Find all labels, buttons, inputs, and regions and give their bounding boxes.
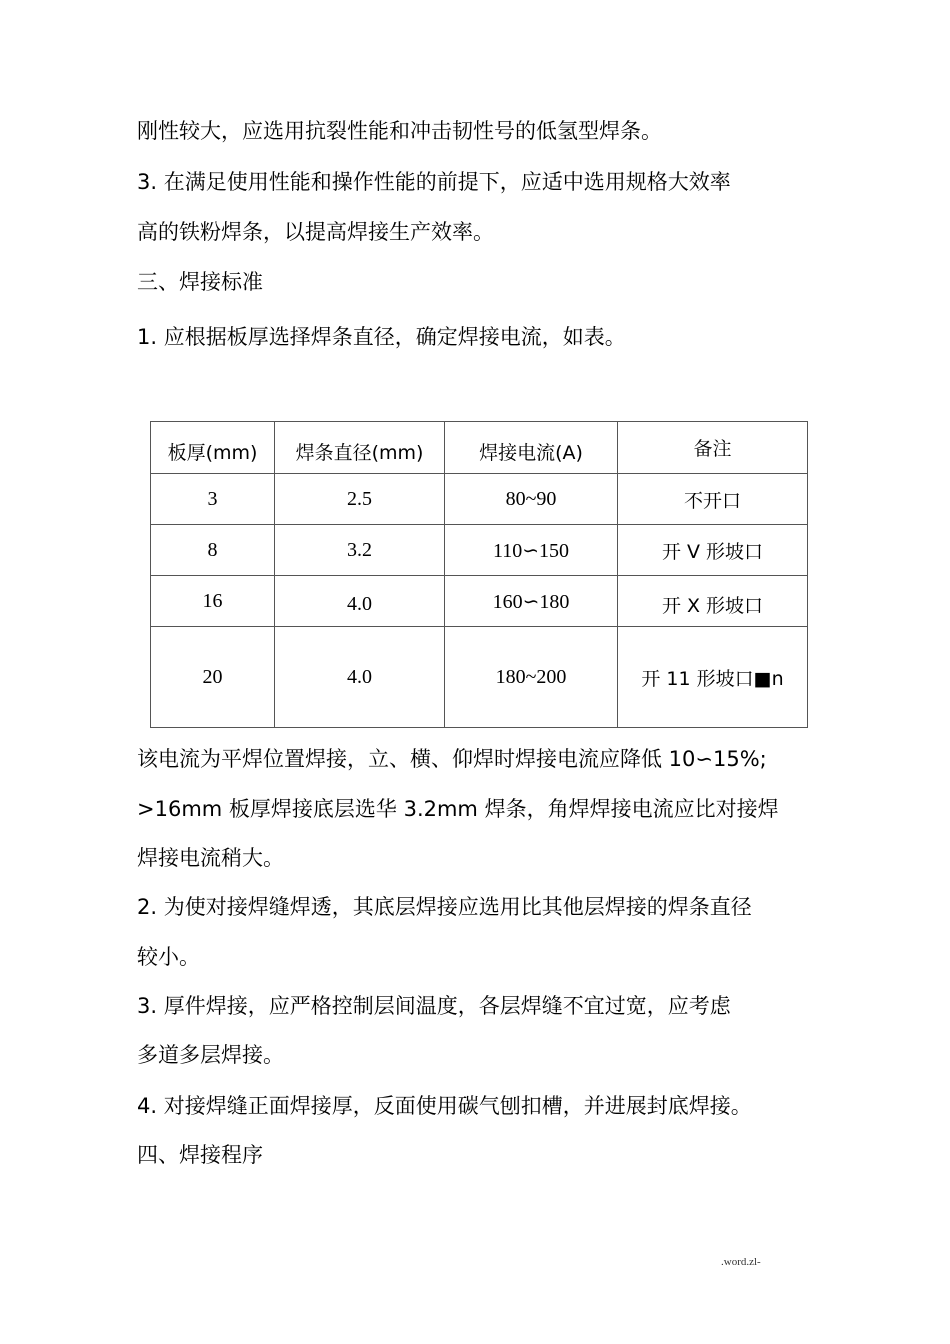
note-line-4: 2. 为使对接焊缝焊透，其底层焊接应选用比其他层焊接的焊条直径 [137, 895, 752, 919]
cell-current: 160∽180 [445, 576, 618, 627]
cell-remark: 开 V 形坡口 [618, 525, 808, 576]
header-plate-thickness: 板厚(mm) [151, 422, 275, 474]
cell-diameter: 4.0 [275, 627, 445, 728]
cell-diameter: 4.0 [275, 576, 445, 627]
note-line-1: 该电流为平焊位置焊接，立、横、仰焊时焊接电流应降低 10∽15%; [137, 747, 767, 771]
header-welding-current: 焊接电流(A) [445, 422, 618, 474]
header-electrode-diameter: 焊条直径(mm) [275, 422, 445, 474]
cell-current: 180~200 [445, 627, 618, 728]
section-heading-3: 三、焊接标准 [137, 270, 263, 294]
paragraph-4: 1. 应根据板厚选择焊条直径，确定焊接电流，如表。 [137, 325, 626, 349]
cell-diameter: 3.2 [275, 525, 445, 576]
cell-thickness: 16 [151, 576, 275, 627]
paragraph-2: 3. 在满足使用性能和操作性能的前提下，应适中选用规格大效率 [137, 170, 731, 194]
header-remarks: 备注 [618, 422, 808, 474]
note-line-3: 焊接电流稍大。 [137, 846, 284, 870]
cell-thickness: 3 [151, 474, 275, 525]
cell-remark: 开 11 形坡口■n [618, 627, 808, 728]
welding-parameters-table [150, 421, 808, 728]
note-line-7: 多道多层焊接。 [137, 1043, 284, 1067]
section-heading-4: 四、焊接程序 [137, 1143, 263, 1167]
note-line-5: 较小。 [137, 945, 200, 969]
table-row [151, 576, 808, 627]
table-header-row [151, 422, 808, 474]
cell-remark: 不开口 [618, 474, 808, 525]
table-row [151, 525, 808, 576]
page-footer: .word.zl- [721, 1256, 761, 1268]
note-line-2: >16mm 板厚焊接底层选华 3.2mm 焊条，角焊焊接电流应比对接焊 [137, 797, 779, 821]
cell-diameter: 2.5 [275, 474, 445, 525]
note-line-8: 4. 对接焊缝正面焊接厚，反面使用碳气刨扣槽，并进展封底焊接。 [137, 1094, 752, 1118]
note-line-6: 3. 厚件焊接，应严格控制层间温度，各层焊缝不宜过宽，应考虑 [137, 994, 731, 1018]
cell-remark: 开 X 形坡口 [618, 576, 808, 627]
cell-current: 80~90 [445, 474, 618, 525]
cell-current: 110∽150 [445, 525, 618, 576]
paragraph-3: 高的铁粉焊条，以提高焊接生产效率。 [137, 220, 494, 244]
table-row [151, 474, 808, 525]
cell-thickness: 20 [151, 627, 275, 728]
paragraph-1: 刚性较大，应选用抗裂性能和冲击韧性号的低氢型焊条。 [137, 119, 662, 143]
cell-thickness: 8 [151, 525, 275, 576]
table-row [151, 627, 808, 728]
